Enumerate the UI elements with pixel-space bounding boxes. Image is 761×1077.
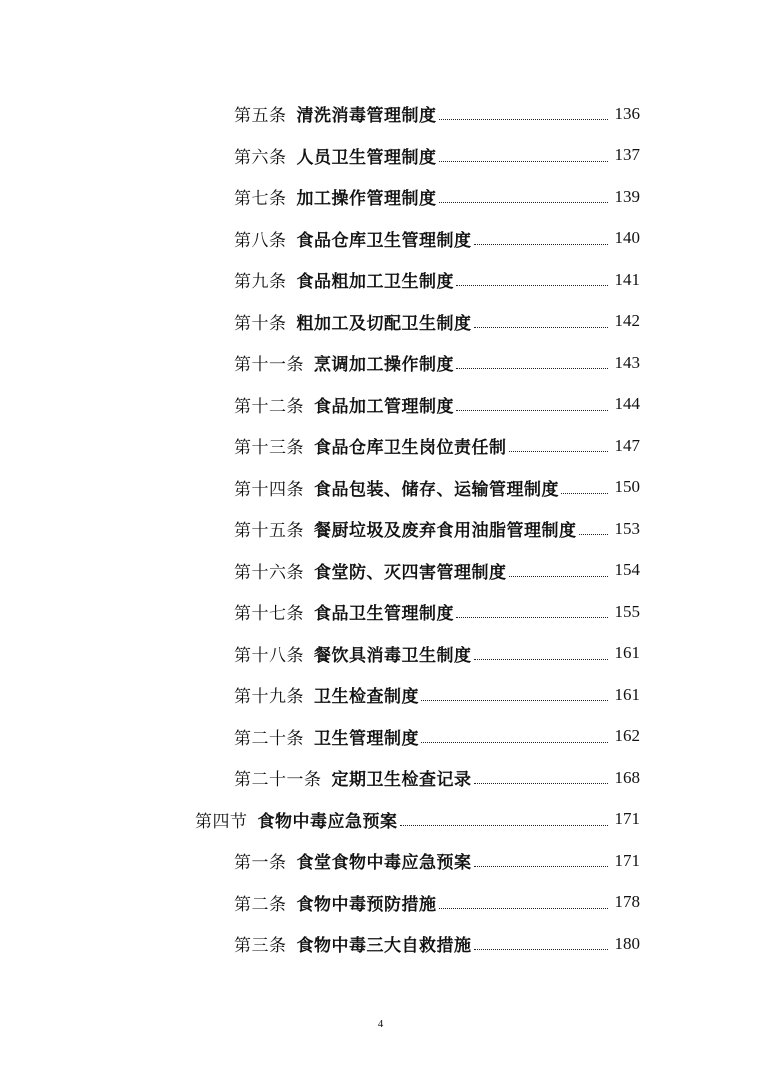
toc-entry[interactable] [0, 591, 640, 633]
toc-entry-label: 第二条 [234, 894, 287, 915]
toc-entry-title: 人员卫生管理制度 [296, 147, 437, 168]
toc-dot-leader [439, 161, 609, 162]
toc-entry-title: 卫生检查制度 [314, 687, 419, 708]
toc-entry-label: 第十一条 [234, 355, 304, 376]
toc-entry-page-number: 178 [614, 892, 640, 912]
toc-entry[interactable] [0, 757, 640, 799]
toc-entry-title: 食品仓库卫生岗位责任制 [314, 438, 507, 459]
toc-entry-title: 食品包装、储存、运输管理制度 [314, 479, 559, 500]
toc-entry-page-number: 155 [614, 601, 640, 621]
toc-entry-page-number: 141 [614, 269, 640, 289]
toc-entry-title: 餐厨垃圾及废弃食用油脂管理制度 [314, 521, 577, 542]
toc-entry-label: 第十七条 [234, 604, 304, 625]
toc-entry-label: 第十三条 [234, 438, 304, 459]
toc-entry-title: 加工操作管理制度 [296, 189, 437, 210]
toc-entry[interactable] [0, 342, 640, 384]
toc-entry-title: 食品卫生管理制度 [314, 604, 454, 625]
toc-entry-page-number: 147 [614, 435, 640, 455]
toc-entry-page-number: 143 [614, 352, 640, 372]
toc-entry-title: 清洗消毒管理制度 [296, 106, 437, 127]
toc-entry[interactable] [0, 259, 640, 301]
toc-entry[interactable] [0, 218, 640, 260]
toc-entry[interactable] [0, 508, 640, 550]
toc-entry-page-number: 161 [614, 643, 640, 663]
toc-entry-label: 第十四条 [234, 479, 304, 500]
toc-entry-title: 食堂食物中毒应急预案 [296, 853, 472, 874]
toc-entry[interactable] [0, 674, 640, 716]
toc-dot-leader [474, 244, 609, 245]
toc-entry-page-number: 154 [614, 560, 640, 580]
toc-entry-page-number: 171 [614, 809, 640, 829]
toc-entry-label: 第十五条 [234, 521, 304, 542]
toc-entry-title: 粗加工及切配卫生制度 [296, 313, 472, 334]
toc-entry-label: 第九条 [234, 272, 287, 293]
toc-entry-title: 食物中毒应急预案 [257, 811, 398, 832]
toc-entry-label: 第十六条 [234, 562, 304, 583]
toc-dot-leader [579, 534, 609, 535]
toc-dot-leader [474, 327, 609, 328]
toc-entry[interactable] [0, 384, 640, 426]
toc-dot-leader [474, 866, 609, 867]
toc-entry[interactable] [0, 467, 640, 509]
toc-entry-page-number: 136 [614, 103, 640, 123]
toc-entry[interactable] [0, 550, 640, 592]
toc-entry-page-number: 137 [614, 145, 640, 165]
toc-dot-leader [456, 285, 608, 286]
toc-entry[interactable] [0, 301, 640, 343]
toc-entry-title: 卫生管理制度 [314, 728, 419, 749]
toc-entry-page-number: 171 [614, 850, 640, 870]
toc-dot-leader [400, 825, 609, 826]
toc-entry-page-number: 150 [614, 477, 640, 497]
toc-dot-leader [474, 659, 609, 660]
toc-entry-label: 第七条 [234, 189, 287, 210]
toc-entry-title: 餐饮具消毒卫生制度 [314, 645, 472, 666]
toc-entry[interactable] [0, 923, 640, 965]
toc-entry-title: 食堂防、灭四害管理制度 [314, 562, 507, 583]
toc-entry[interactable] [0, 425, 640, 467]
toc-entry-page-number: 142 [614, 311, 640, 331]
toc-dot-leader [474, 949, 609, 950]
toc-dot-leader [509, 576, 609, 577]
toc-entry[interactable] [0, 840, 640, 882]
toc-entry[interactable] [0, 176, 640, 218]
toc-entry[interactable] [0, 93, 640, 135]
toc-section-entry[interactable] [0, 799, 640, 841]
toc-entry-title: 烹调加工操作制度 [314, 355, 454, 376]
toc-entry-label: 第十条 [234, 313, 287, 334]
toc-entry-label: 第十二条 [234, 396, 304, 417]
table-of-contents [0, 93, 761, 965]
toc-dot-leader [561, 493, 608, 494]
toc-entry-label: 第一条 [234, 853, 287, 874]
toc-entry[interactable] [0, 882, 640, 924]
toc-dot-leader [439, 202, 609, 203]
toc-entry-page-number: 162 [614, 726, 640, 746]
toc-entry-label: 第二十条 [234, 728, 304, 749]
toc-entry-label: 第六条 [234, 147, 287, 168]
toc-entry-label: 第十八条 [234, 645, 304, 666]
toc-entry-page-number: 180 [614, 933, 640, 953]
toc-dot-leader [421, 742, 608, 743]
toc-dot-leader [456, 617, 608, 618]
toc-entry-title: 食物中毒三大自救措施 [296, 936, 472, 957]
toc-entry-page-number: 161 [614, 684, 640, 704]
toc-entry-page-number: 144 [614, 394, 640, 414]
toc-entry-page-number: 153 [614, 518, 640, 538]
toc-entry-title: 食品粗加工卫生制度 [296, 272, 454, 293]
toc-entry-page-number: 168 [614, 767, 640, 787]
toc-entry-label: 第五条 [234, 106, 287, 127]
toc-entry-page-number: 140 [614, 228, 640, 248]
toc-entry-title: 定期卫生检查记录 [331, 770, 472, 791]
toc-entry[interactable] [0, 633, 640, 675]
toc-entry-label: 第三条 [234, 936, 287, 957]
page-number: 4 [377, 1018, 384, 1030]
toc-dot-leader [421, 700, 608, 701]
toc-dot-leader [509, 451, 609, 452]
toc-entry-title: 食品仓库卫生管理制度 [296, 230, 472, 251]
toc-entry-label: 第十九条 [234, 687, 304, 708]
toc-entry[interactable] [0, 716, 640, 758]
toc-entry-label: 第八条 [234, 230, 287, 251]
toc-dot-leader [439, 908, 609, 909]
toc-entry-label: 第四节 [195, 811, 248, 832]
toc-entry-title: 食物中毒预防措施 [296, 894, 437, 915]
toc-entry-title: 食品加工管理制度 [314, 396, 454, 417]
toc-dot-leader [439, 119, 609, 120]
toc-entry[interactable] [0, 135, 640, 177]
toc-dot-leader [474, 783, 609, 784]
toc-dot-leader [456, 368, 608, 369]
toc-entry-page-number: 139 [614, 186, 640, 206]
toc-dot-leader [456, 410, 608, 411]
toc-entry-label: 第二十一条 [234, 770, 322, 791]
